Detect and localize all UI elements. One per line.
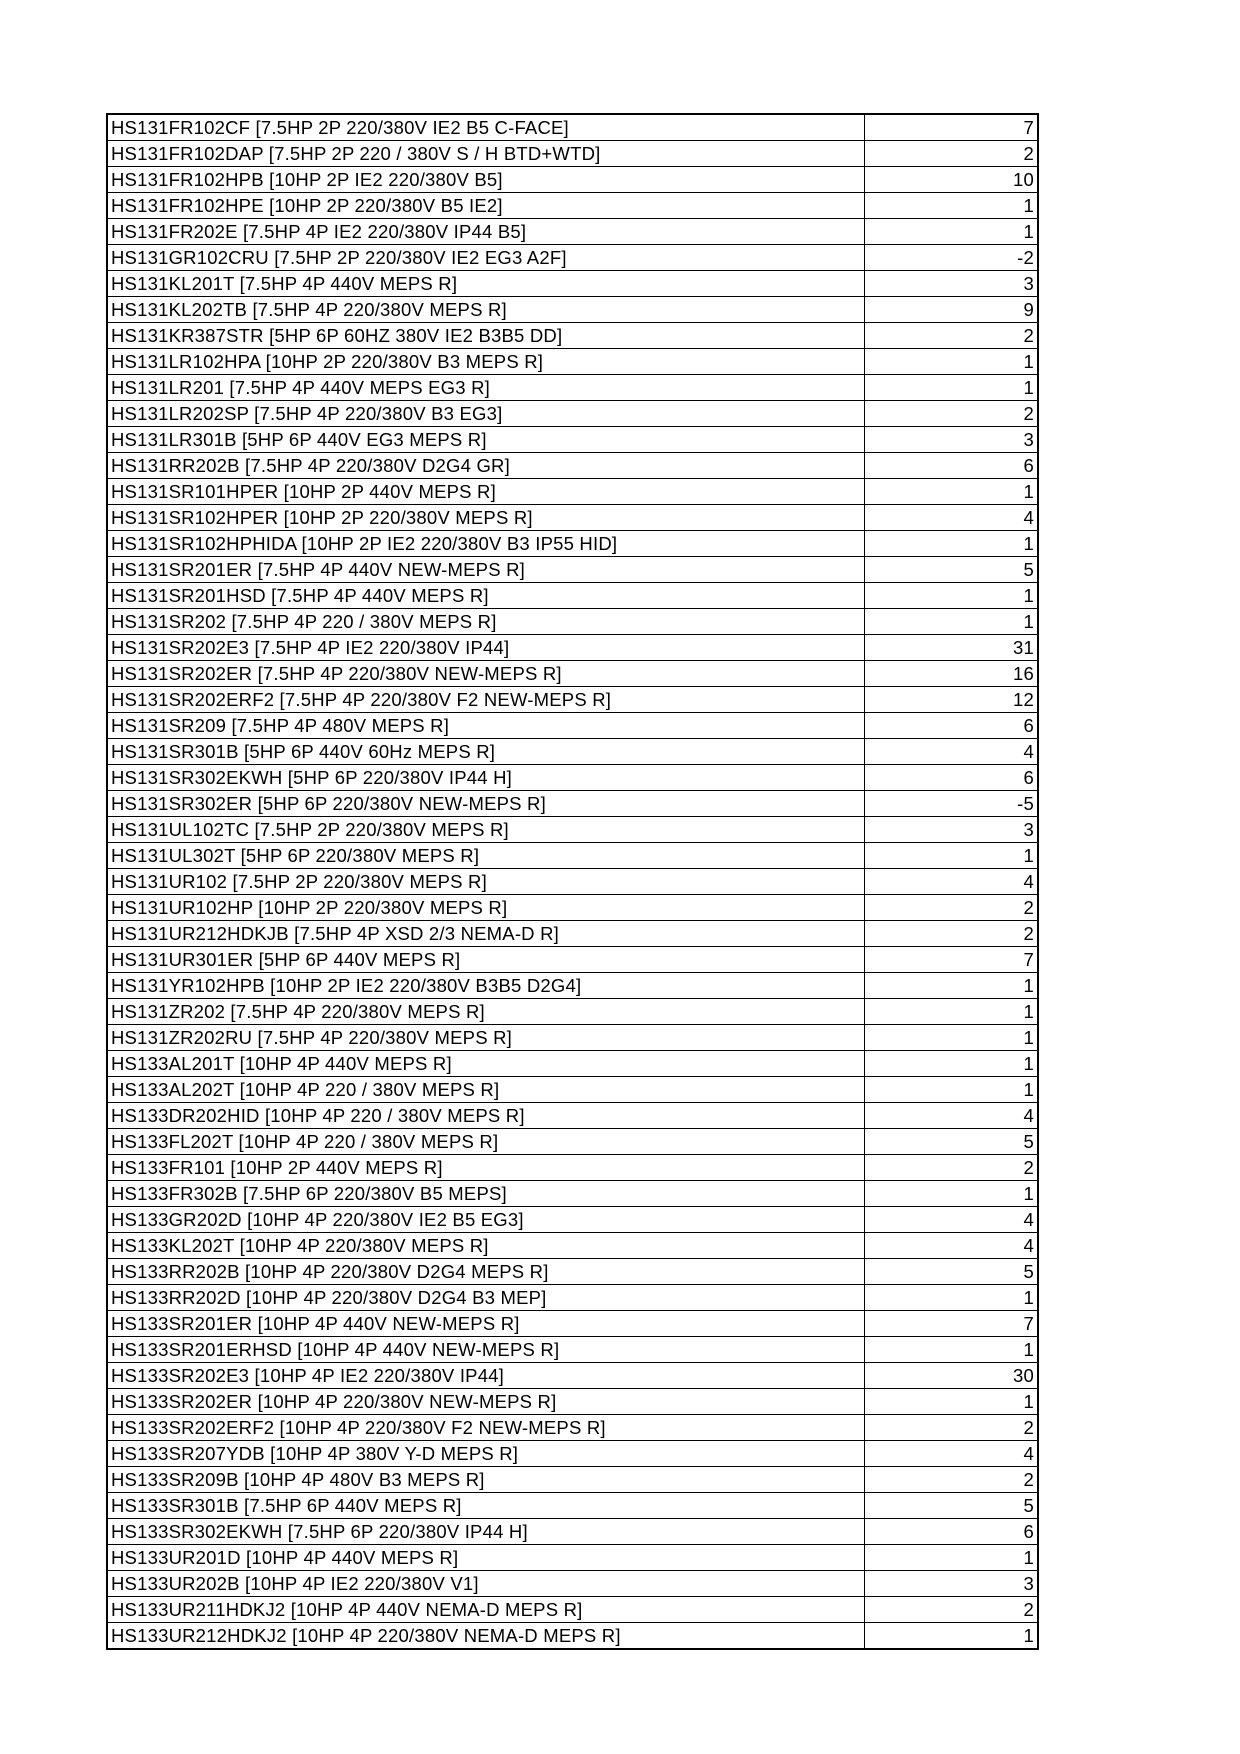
item-description-cell: HS131RR202B [7.5HP 4P 220/380V D2G4 GR]	[107, 453, 865, 479]
item-description-cell: HS131LR202SP [7.5HP 4P 220/380V B3 EG3]	[107, 401, 865, 427]
quantity-cell: -2	[865, 245, 1039, 271]
table-row	[107, 661, 1038, 687]
quantity-cell: 1	[865, 1077, 1039, 1103]
quantity-cell: 1	[865, 1025, 1039, 1051]
item-description-cell: HS133FR101 [10HP 2P 440V MEPS R]	[107, 1155, 865, 1181]
table-row	[107, 375, 1038, 401]
item-description-cell: HS133SR202ERF2 [10HP 4P 220/380V F2 NEW-MEPS R]	[107, 1415, 865, 1441]
item-description-cell: HS133GR202D [10HP 4P 220/380V IE2 B5 EG3]	[107, 1207, 865, 1233]
item-description-cell: HS131GR102CRU [7.5HP 2P 220/380V IE2 EG3 A2F]	[107, 245, 865, 271]
table-row	[107, 219, 1038, 245]
table-row	[107, 1363, 1038, 1389]
item-description-cell: HS131SR302ER [5HP 6P 220/380V NEW-MEPS R]	[107, 791, 865, 817]
item-description-cell: HS131FR102HPB [10HP 2P IE2 220/380V B5]	[107, 167, 865, 193]
quantity-cell: 7	[865, 947, 1039, 973]
quantity-cell: 2	[865, 895, 1039, 921]
table-row	[107, 167, 1038, 193]
table-row	[107, 141, 1038, 167]
inventory-table-body	[107, 114, 1038, 1649]
item-description-cell: HS131KR387STR [5HP 6P 60HZ 380V IE2 B3B5 DD]	[107, 323, 865, 349]
table-row	[107, 921, 1038, 947]
item-description-cell: HS133RR202D [10HP 4P 220/380V D2G4 B3 MEP]	[107, 1285, 865, 1311]
quantity-cell: 5	[865, 1129, 1039, 1155]
table-row	[107, 635, 1038, 661]
table-row	[107, 1415, 1038, 1441]
table-row	[107, 1467, 1038, 1493]
table-row	[107, 1597, 1038, 1623]
quantity-cell: 4	[865, 1103, 1039, 1129]
quantity-cell: 2	[865, 1467, 1039, 1493]
item-description-cell: HS131FR102HPE [10HP 2P 220/380V B5 IE2]	[107, 193, 865, 219]
item-description-cell: HS133SR301B [7.5HP 6P 440V MEPS R]	[107, 1493, 865, 1519]
item-description-cell: HS133KL202T [10HP 4P 220/380V MEPS R]	[107, 1233, 865, 1259]
quantity-cell: 2	[865, 323, 1039, 349]
table-row	[107, 1155, 1038, 1181]
quantity-cell: 5	[865, 1259, 1039, 1285]
item-description-cell: HS131ZR202 [7.5HP 4P 220/380V MEPS R]	[107, 999, 865, 1025]
table-row	[107, 895, 1038, 921]
item-description-cell: HS133UR211HDKJ2 [10HP 4P 440V NEMA-D MEPS R]	[107, 1597, 865, 1623]
quantity-cell: 7	[865, 1311, 1039, 1337]
quantity-cell: 3	[865, 817, 1039, 843]
quantity-cell: 1	[865, 1051, 1039, 1077]
table-row	[107, 1259, 1038, 1285]
table-row	[107, 1623, 1038, 1650]
quantity-cell: 10	[865, 167, 1039, 193]
table-row	[107, 453, 1038, 479]
table-row	[107, 869, 1038, 895]
quantity-cell: 5	[865, 557, 1039, 583]
table-row	[107, 479, 1038, 505]
quantity-cell: 1	[865, 583, 1039, 609]
item-description-cell: HS131SR202ER [7.5HP 4P 220/380V NEW-MEPS R]	[107, 661, 865, 687]
item-description-cell: HS133DR202HID [10HP 4P 220 / 380V MEPS R]	[107, 1103, 865, 1129]
table-row	[107, 1519, 1038, 1545]
table-row	[107, 401, 1038, 427]
quantity-cell: 2	[865, 401, 1039, 427]
table-row	[107, 947, 1038, 973]
table-row	[107, 323, 1038, 349]
item-description-cell: HS131SR302EKWH [5HP 6P 220/380V IP44 H]	[107, 765, 865, 791]
item-description-cell: HS133RR202B [10HP 4P 220/380V D2G4 MEPS R]	[107, 1259, 865, 1285]
quantity-cell: 6	[865, 713, 1039, 739]
quantity-cell: 1	[865, 1389, 1039, 1415]
item-description-cell: HS131SR301B [5HP 6P 440V 60Hz MEPS R]	[107, 739, 865, 765]
quantity-cell: 3	[865, 427, 1039, 453]
table-row	[107, 271, 1038, 297]
item-description-cell: HS131UR301ER [5HP 6P 440V MEPS R]	[107, 947, 865, 973]
item-description-cell: HS131LR102HPA [10HP 2P 220/380V B3 MEPS R]	[107, 349, 865, 375]
table-row	[107, 1051, 1038, 1077]
quantity-cell: 9	[865, 297, 1039, 323]
table-row	[107, 349, 1038, 375]
table-row	[107, 531, 1038, 557]
table-row	[107, 739, 1038, 765]
quantity-cell: 1	[865, 349, 1039, 375]
table-row	[107, 245, 1038, 271]
table-row	[107, 505, 1038, 531]
table-row	[107, 1389, 1038, 1415]
item-description-cell: HS133SR209B [10HP 4P 480V B3 MEPS R]	[107, 1467, 865, 1493]
item-description-cell: HS133UR202B [10HP 4P IE2 220/380V V1]	[107, 1571, 865, 1597]
quantity-cell: 1	[865, 375, 1039, 401]
item-description-cell: HS133SR202E3 [10HP 4P IE2 220/380V IP44]	[107, 1363, 865, 1389]
item-description-cell: HS131SR202ERF2 [7.5HP 4P 220/380V F2 NEW-MEPS R]	[107, 687, 865, 713]
table-row	[107, 1129, 1038, 1155]
quantity-cell: 4	[865, 1233, 1039, 1259]
quantity-cell: 1	[865, 1623, 1039, 1650]
item-description-cell: HS131FR102CF [7.5HP 2P 220/380V IE2 B5 C-FACE]	[107, 114, 865, 141]
quantity-cell: 7	[865, 114, 1039, 141]
item-description-cell: HS131SR201HSD [7.5HP 4P 440V MEPS R]	[107, 583, 865, 609]
quantity-cell: 1	[865, 479, 1039, 505]
table-row	[107, 1493, 1038, 1519]
quantity-cell: 3	[865, 1571, 1039, 1597]
table-row	[107, 609, 1038, 635]
item-description-cell: HS131UL102TC [7.5HP 2P 220/380V MEPS R]	[107, 817, 865, 843]
quantity-cell: 2	[865, 141, 1039, 167]
item-description-cell: HS131UL302T [5HP 6P 220/380V MEPS R]	[107, 843, 865, 869]
quantity-cell: 30	[865, 1363, 1039, 1389]
quantity-cell: 1	[865, 193, 1039, 219]
item-description-cell: HS131FR202E [7.5HP 4P IE2 220/380V IP44 B5]	[107, 219, 865, 245]
item-description-cell: HS131SR202 [7.5HP 4P 220 / 380V MEPS R]	[107, 609, 865, 635]
item-description-cell: HS131SR209 [7.5HP 4P 480V MEPS R]	[107, 713, 865, 739]
table-row	[107, 557, 1038, 583]
quantity-cell: 4	[865, 1207, 1039, 1233]
quantity-cell: -5	[865, 791, 1039, 817]
item-description-cell: HS131FR102DAP [7.5HP 2P 220 / 380V S / H BTD+WTD]	[107, 141, 865, 167]
quantity-cell: 16	[865, 661, 1039, 687]
quantity-cell: 31	[865, 635, 1039, 661]
quantity-cell: 1	[865, 999, 1039, 1025]
quantity-cell: 2	[865, 1155, 1039, 1181]
table-row	[107, 1571, 1038, 1597]
item-description-cell: HS131UR102HP [10HP 2P 220/380V MEPS R]	[107, 895, 865, 921]
table-row	[107, 297, 1038, 323]
quantity-cell: 2	[865, 921, 1039, 947]
table-row	[107, 843, 1038, 869]
table-row	[107, 1233, 1038, 1259]
quantity-cell: 4	[865, 739, 1039, 765]
item-description-cell: HS131ZR202RU [7.5HP 4P 220/380V MEPS R]	[107, 1025, 865, 1051]
item-description-cell: HS131KL202TB [7.5HP 4P 220/380V MEPS R]	[107, 297, 865, 323]
item-description-cell: HS133SR201ER [10HP 4P 440V NEW-MEPS R]	[107, 1311, 865, 1337]
item-description-cell: HS133FL202T [10HP 4P 220 / 380V MEPS R]	[107, 1129, 865, 1155]
quantity-cell: 4	[865, 505, 1039, 531]
table-row	[107, 687, 1038, 713]
table-row	[107, 1077, 1038, 1103]
quantity-cell: 4	[865, 1441, 1039, 1467]
table-row	[107, 791, 1038, 817]
table-row	[107, 583, 1038, 609]
item-description-cell: HS131SR102HPHIDA [10HP 2P IE2 220/380V B3 IP55 HID]	[107, 531, 865, 557]
item-description-cell: HS131SR202E3 [7.5HP 4P IE2 220/380V IP44]	[107, 635, 865, 661]
quantity-cell: 1	[865, 609, 1039, 635]
quantity-cell: 1	[865, 1181, 1039, 1207]
inventory-table	[106, 113, 1039, 1650]
item-description-cell: HS131UR212HDKJB [7.5HP 4P XSD 2/3 NEMA-D R]	[107, 921, 865, 947]
quantity-cell: 1	[865, 973, 1039, 999]
quantity-cell: 1	[865, 843, 1039, 869]
item-description-cell: HS133AL202T [10HP 4P 220 / 380V MEPS R]	[107, 1077, 865, 1103]
table-row	[107, 817, 1038, 843]
table-row	[107, 713, 1038, 739]
item-description-cell: HS131SR201ER [7.5HP 4P 440V NEW-MEPS R]	[107, 557, 865, 583]
item-description-cell: HS131SR102HPER [10HP 2P 220/380V MEPS R]	[107, 505, 865, 531]
table-row	[107, 1285, 1038, 1311]
item-description-cell: HS131YR102HPB [10HP 2P IE2 220/380V B3B5 D2G4]	[107, 973, 865, 999]
quantity-cell: 3	[865, 271, 1039, 297]
quantity-cell: 12	[865, 687, 1039, 713]
quantity-cell: 6	[865, 765, 1039, 791]
item-description-cell: HS133SR201ERHSD [10HP 4P 440V NEW-MEPS R]	[107, 1337, 865, 1363]
item-description-cell: HS131KL201T [7.5HP 4P 440V MEPS R]	[107, 271, 865, 297]
item-description-cell: HS133AL201T [10HP 4P 440V MEPS R]	[107, 1051, 865, 1077]
quantity-cell: 4	[865, 869, 1039, 895]
item-description-cell: HS133SR207YDB [10HP 4P 380V Y-D MEPS R]	[107, 1441, 865, 1467]
quantity-cell: 1	[865, 531, 1039, 557]
table-row	[107, 973, 1038, 999]
table-row	[107, 1103, 1038, 1129]
item-description-cell: HS133FR302B [7.5HP 6P 220/380V B5 MEPS]	[107, 1181, 865, 1207]
item-description-cell: HS133UR201D [10HP 4P 440V MEPS R]	[107, 1545, 865, 1571]
quantity-cell: 6	[865, 453, 1039, 479]
quantity-cell: 1	[865, 219, 1039, 245]
table-row	[107, 999, 1038, 1025]
quantity-cell: 1	[865, 1285, 1039, 1311]
quantity-cell: 5	[865, 1493, 1039, 1519]
table-row	[107, 193, 1038, 219]
table-row	[107, 1337, 1038, 1363]
item-description-cell: HS131LR301B [5HP 6P 440V EG3 MEPS R]	[107, 427, 865, 453]
item-description-cell: HS133SR302EKWH [7.5HP 6P 220/380V IP44 H]	[107, 1519, 865, 1545]
item-description-cell: HS133SR202ER [10HP 4P 220/380V NEW-MEPS R]	[107, 1389, 865, 1415]
quantity-cell: 6	[865, 1519, 1039, 1545]
item-description-cell: HS133UR212HDKJ2 [10HP 4P 220/380V NEMA-D MEPS R]	[107, 1623, 865, 1650]
quantity-cell: 1	[865, 1337, 1039, 1363]
table-row	[107, 1311, 1038, 1337]
quantity-cell: 2	[865, 1415, 1039, 1441]
table-row	[107, 1207, 1038, 1233]
table-row	[107, 765, 1038, 791]
item-description-cell: HS131UR102 [7.5HP 2P 220/380V MEPS R]	[107, 869, 865, 895]
table-row	[107, 427, 1038, 453]
inventory-sheet	[106, 113, 1039, 1650]
table-row	[107, 1441, 1038, 1467]
quantity-cell: 1	[865, 1545, 1039, 1571]
item-description-cell: HS131LR201 [7.5HP 4P 440V MEPS EG3 R]	[107, 375, 865, 401]
table-row	[107, 1025, 1038, 1051]
item-description-cell: HS131SR101HPER [10HP 2P 440V MEPS R]	[107, 479, 865, 505]
table-row	[107, 1181, 1038, 1207]
table-row	[107, 114, 1038, 141]
quantity-cell: 2	[865, 1597, 1039, 1623]
table-row	[107, 1545, 1038, 1571]
